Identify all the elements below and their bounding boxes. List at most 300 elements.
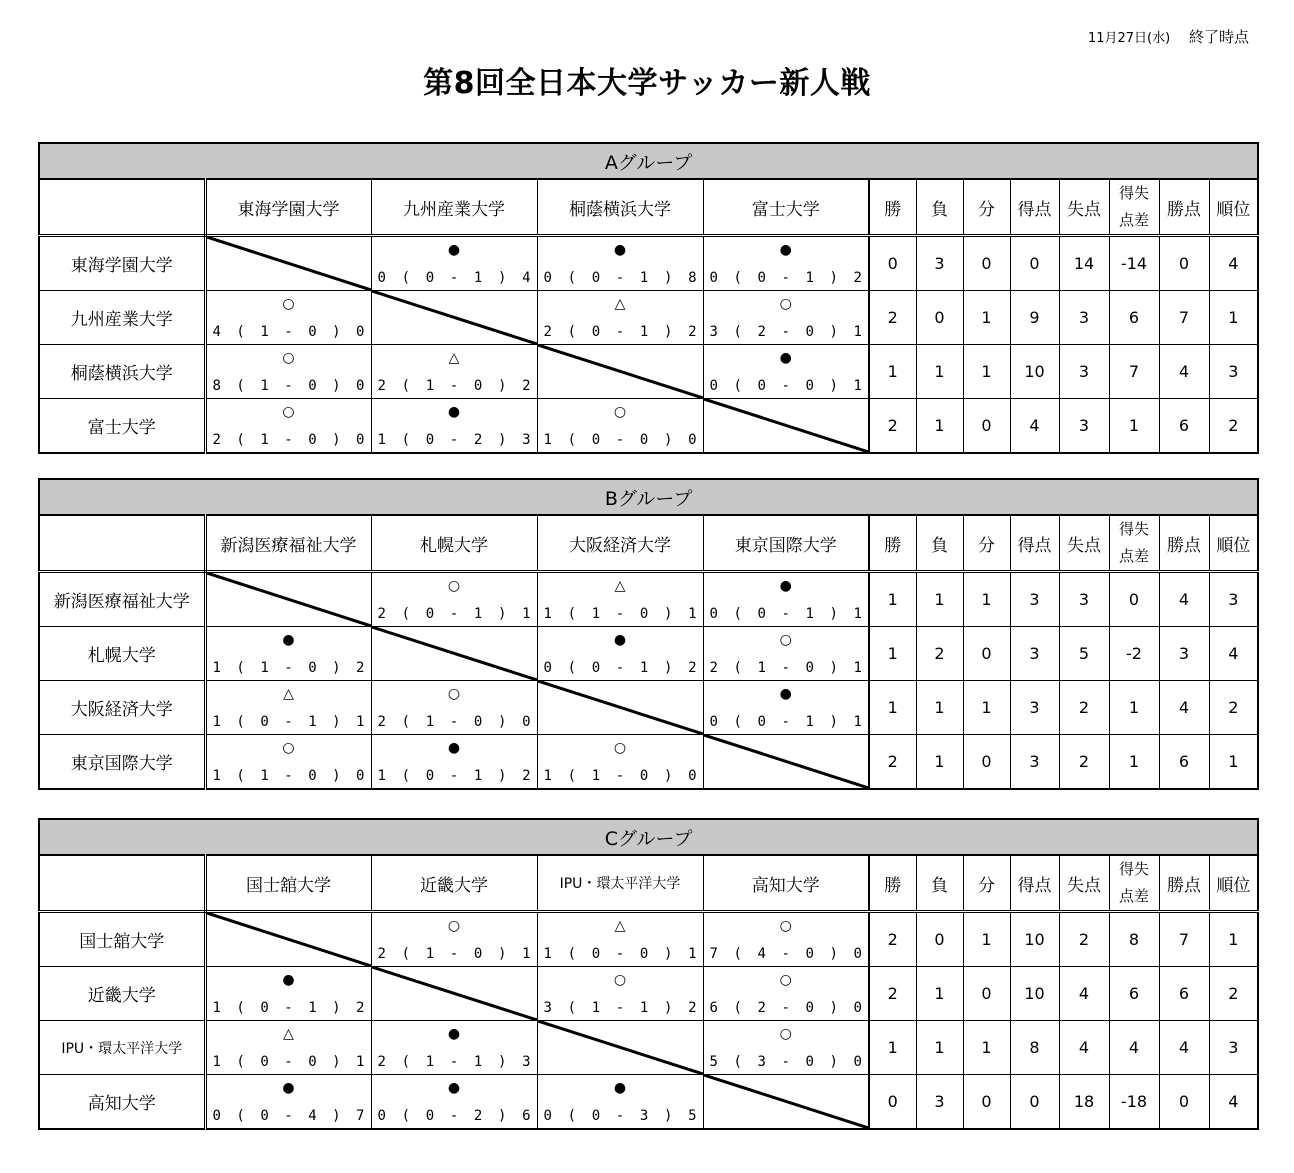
score-token: 8 — [212, 378, 221, 394]
score-token: 0 — [308, 432, 317, 448]
stat-header: 負 — [916, 179, 963, 236]
stat-header: 順位 — [1209, 855, 1258, 912]
score-token: 1 — [260, 660, 269, 676]
score-token: - — [781, 270, 790, 286]
score-line — [710, 324, 863, 340]
column-team: 近畿大学 — [371, 855, 537, 912]
match-result — [537, 399, 703, 454]
score-token: 0 — [260, 1000, 269, 1016]
score-token: ) — [332, 768, 341, 784]
table-row — [39, 1075, 1258, 1130]
score-token: 1 — [260, 432, 269, 448]
stat-value: 3 — [916, 236, 963, 291]
score-token: - — [615, 270, 625, 286]
score-token: ( — [236, 768, 245, 784]
score-token: 2 — [853, 270, 862, 286]
score-token: - — [449, 606, 459, 622]
score-token: - — [449, 1054, 459, 1070]
result-symbol: ● — [613, 1080, 627, 1096]
stat-value: 3 — [1059, 572, 1109, 627]
stat-header — [1109, 179, 1159, 236]
stat-value: 1 — [1109, 681, 1159, 735]
score-token: 1 — [212, 714, 221, 730]
stat-value: 6 — [1159, 967, 1209, 1021]
score-token: 2 — [377, 1054, 386, 1070]
score-token: ) — [332, 324, 341, 340]
stat-header: 分 — [963, 179, 1010, 236]
score-line — [544, 606, 697, 622]
column-team: 桐蔭横浜大学 — [537, 179, 703, 236]
score-token: 2 — [356, 1000, 365, 1016]
match-result — [537, 967, 703, 1021]
score-token: 0 — [356, 324, 365, 340]
result-symbol: ○ — [613, 972, 627, 988]
stat-value: 2 — [1209, 967, 1258, 1021]
match-result — [205, 345, 371, 399]
score-token: 0 — [425, 270, 435, 286]
score-token: - — [449, 432, 459, 448]
stat-value: 2 — [869, 967, 916, 1021]
stat-value: 1 — [916, 967, 963, 1021]
score-line — [213, 1108, 365, 1124]
score-token: 1 — [473, 1054, 483, 1070]
stat-value: 1 — [1209, 735, 1258, 790]
diagonal-cell — [703, 399, 869, 454]
score-token: - — [284, 1108, 293, 1124]
column-team: IPU・環太平洋大学 — [537, 855, 703, 912]
stat-value: 8 — [1010, 1021, 1059, 1075]
score-token: ( — [401, 378, 411, 394]
result-symbol: ● — [447, 1026, 461, 1042]
match-cell — [538, 237, 703, 290]
group-name: Bグループ — [39, 479, 1258, 515]
score-token: - — [284, 714, 293, 730]
stat-value: 4 — [1159, 681, 1209, 735]
match-result — [371, 345, 537, 399]
diagonal-cell — [205, 912, 371, 967]
match-cell — [207, 627, 371, 680]
score-token: 2 — [757, 324, 766, 340]
score-line — [544, 1108, 697, 1124]
stat-value: 0 — [869, 1075, 916, 1130]
match-result — [371, 681, 537, 735]
result-symbol: ○ — [779, 1026, 792, 1042]
score-token: 4 — [212, 324, 221, 340]
stat-value: 1 — [916, 1021, 963, 1075]
stat-value: 1 — [916, 681, 963, 735]
stat-value: 2 — [1059, 912, 1109, 967]
stat-header — [1109, 855, 1159, 912]
match-result — [205, 681, 371, 735]
score-token: 0 — [639, 432, 649, 448]
score-token: 4 — [308, 1108, 317, 1124]
score-token: ( — [567, 1108, 577, 1124]
score-token: - — [449, 270, 459, 286]
score-token: 6 — [709, 1000, 718, 1016]
score-token: - — [284, 1000, 293, 1016]
score-token: - — [781, 378, 790, 394]
score-line — [378, 768, 531, 784]
diagonal-line — [372, 627, 537, 680]
diagonal-line — [538, 1021, 703, 1074]
score-token: ) — [829, 606, 838, 622]
result-symbol: △ — [614, 296, 626, 312]
score-token: 0 — [425, 1108, 435, 1124]
score-token: ( — [567, 946, 577, 962]
score-token: 5 — [688, 1108, 697, 1124]
score-token: 1 — [688, 606, 697, 622]
score-token: 1 — [260, 378, 269, 394]
score-token: 1 — [377, 768, 386, 784]
stat-value: 3 — [916, 1075, 963, 1130]
match-cell — [207, 1021, 371, 1074]
score-token: ) — [663, 946, 673, 962]
score-token: 0 — [473, 946, 483, 962]
stat-value: 0 — [963, 1075, 1010, 1130]
stat-header: 得点 — [1010, 855, 1059, 912]
score-token: 3 — [709, 324, 718, 340]
match-cell — [372, 399, 537, 452]
corner-cell — [39, 855, 205, 912]
score-token: ) — [663, 1108, 673, 1124]
score-token: ) — [497, 432, 507, 448]
score-token: 1 — [212, 660, 221, 676]
result-symbol: ○ — [282, 350, 295, 366]
score-token: 0 — [805, 946, 814, 962]
match-cell — [704, 573, 869, 626]
stat-value: 1 — [916, 735, 963, 790]
score-line — [213, 660, 365, 676]
score-line — [378, 270, 531, 286]
match-result — [371, 236, 537, 291]
stat-value: 2 — [1059, 681, 1109, 735]
score-token: 2 — [543, 324, 552, 340]
stat-value: 0 — [869, 236, 916, 291]
score-token: ( — [236, 1054, 245, 1070]
row-team: 東海学園大学 — [39, 236, 205, 291]
score-token: - — [449, 378, 459, 394]
table-row — [39, 681, 1258, 735]
score-token: 0 — [805, 1000, 814, 1016]
stat-value: 0 — [916, 291, 963, 345]
group-2 — [38, 818, 1257, 1130]
match-cell — [538, 1075, 703, 1128]
score-line — [710, 1054, 863, 1070]
score-token: 1 — [425, 946, 435, 962]
diagonal-cell — [371, 627, 537, 681]
score-token: - — [781, 606, 790, 622]
stat-value: 0 — [916, 912, 963, 967]
score-token: 0 — [688, 432, 697, 448]
score-token: 0 — [473, 378, 483, 394]
diagonal-cell — [371, 967, 537, 1021]
match-cell — [207, 1075, 371, 1128]
corner-cell — [39, 515, 205, 572]
stat-value: 1 — [869, 345, 916, 399]
score-token: 1 — [522, 946, 531, 962]
stat-header: 失点 — [1059, 855, 1109, 912]
score-token: 0 — [591, 1108, 601, 1124]
score-token: 0 — [356, 378, 365, 394]
score-line — [544, 1000, 697, 1016]
score-token: 1 — [591, 768, 601, 784]
match-cell — [704, 681, 869, 734]
stat-header-line: 点差 — [1118, 211, 1149, 229]
match-cell — [372, 345, 537, 398]
match-cell — [538, 735, 703, 788]
table-row — [39, 967, 1258, 1021]
column-team: 東海学園大学 — [205, 179, 371, 236]
match-result — [371, 1021, 537, 1075]
result-symbol: ○ — [447, 918, 461, 934]
score-token: ) — [332, 378, 341, 394]
score-token: 2 — [377, 606, 386, 622]
stat-value: 1 — [963, 1021, 1010, 1075]
score-token: ) — [663, 768, 673, 784]
score-token: 1 — [543, 768, 552, 784]
match-cell — [372, 913, 537, 966]
score-line — [544, 324, 697, 340]
score-token: - — [615, 1108, 625, 1124]
diagonal-cell — [371, 291, 537, 345]
stat-value: 6 — [1109, 967, 1159, 1021]
score-token: ( — [236, 660, 245, 676]
result-symbol: ● — [779, 242, 792, 258]
score-token: ) — [663, 606, 673, 622]
score-token: 4 — [522, 270, 531, 286]
score-token: ) — [332, 1108, 341, 1124]
score-token: 1 — [853, 660, 862, 676]
match-result — [703, 345, 869, 399]
diagonal-line — [207, 237, 371, 290]
stat-value: 4 — [1209, 627, 1258, 681]
score-line — [213, 324, 365, 340]
stat-value: 1 — [963, 912, 1010, 967]
score-token: 7 — [709, 946, 718, 962]
score-token: - — [284, 1054, 293, 1070]
match-result — [703, 291, 869, 345]
row-team: 九州産業大学 — [39, 291, 205, 345]
result-symbol: ● — [447, 740, 461, 756]
stat-value: 4 — [1159, 572, 1209, 627]
stat-value: 1 — [869, 572, 916, 627]
score-token: 1 — [853, 324, 862, 340]
score-token: 0 — [639, 946, 649, 962]
score-token: ( — [733, 270, 742, 286]
score-token: ( — [401, 768, 411, 784]
stat-header: 順位 — [1209, 515, 1258, 572]
match-cell — [704, 291, 869, 344]
score-token: ( — [401, 606, 411, 622]
score-token: 1 — [425, 714, 435, 730]
result-symbol: ○ — [282, 296, 295, 312]
table-row — [39, 735, 1258, 790]
stat-value: 0 — [1159, 236, 1209, 291]
score-token: - — [615, 606, 625, 622]
score-token: ( — [236, 1108, 245, 1124]
stat-value: 3 — [1059, 345, 1109, 399]
score-token: ( — [567, 1000, 577, 1016]
stat-header: 勝点 — [1159, 515, 1209, 572]
page-title: 第8回全日本大学サッカー新人戦 — [423, 66, 871, 101]
score-line — [213, 432, 365, 448]
score-token: 0 — [709, 270, 718, 286]
stat-header — [1109, 515, 1159, 572]
score-token: ) — [497, 768, 507, 784]
score-token: ) — [497, 270, 507, 286]
stat-value: 6 — [1159, 735, 1209, 790]
table-row — [39, 1021, 1258, 1075]
score-line — [213, 1000, 365, 1016]
stat-value: 1 — [916, 399, 963, 454]
score-token: 1 — [356, 1054, 365, 1070]
score-token: 1 — [543, 946, 552, 962]
stat-header-line: 得失 — [1118, 184, 1149, 202]
score-token: 0 — [757, 378, 766, 394]
score-token: 3 — [543, 1000, 552, 1016]
score-line — [710, 946, 863, 962]
result-symbol: ● — [282, 632, 295, 648]
score-token: ) — [829, 714, 838, 730]
score-token: 0 — [425, 432, 435, 448]
score-token: - — [615, 946, 625, 962]
stat-value: 0 — [963, 967, 1010, 1021]
stat-value: 4 — [1059, 1021, 1109, 1075]
score-token: 0 — [591, 946, 601, 962]
column-team: 九州産業大学 — [371, 179, 537, 236]
match-cell — [207, 399, 371, 452]
stat-value: 14 — [1059, 236, 1109, 291]
match-cell — [538, 291, 703, 344]
score-line — [213, 1054, 365, 1070]
diagonal-cell — [703, 1075, 869, 1130]
row-team: 近畿大学 — [39, 967, 205, 1021]
score-line — [544, 660, 697, 676]
stat-value: -14 — [1109, 236, 1159, 291]
score-line — [378, 714, 531, 730]
score-token: ( — [401, 1108, 411, 1124]
table-row — [39, 627, 1258, 681]
diagonal-line — [538, 345, 703, 398]
score-token: ( — [401, 714, 411, 730]
score-token: 1 — [543, 432, 552, 448]
score-token: 3 — [522, 432, 531, 448]
match-result — [703, 912, 869, 967]
score-token: 0 — [543, 660, 552, 676]
match-cell — [704, 237, 869, 290]
score-token: 1 — [212, 1054, 221, 1070]
table-row — [39, 291, 1258, 345]
table-row — [39, 345, 1258, 399]
score-token: 0 — [757, 606, 766, 622]
stat-value: 7 — [1159, 912, 1209, 967]
stat-header: 勝点 — [1159, 855, 1209, 912]
row-team: 国士舘大学 — [39, 912, 205, 967]
score-line — [213, 768, 365, 784]
stat-value: 1 — [1209, 291, 1258, 345]
match-result — [537, 572, 703, 627]
match-result — [703, 1021, 869, 1075]
match-result — [537, 291, 703, 345]
score-token: 0 — [473, 714, 483, 730]
group-table — [38, 142, 1259, 454]
diagonal-line — [372, 967, 537, 1020]
stat-value: 0 — [963, 399, 1010, 454]
result-symbol: △ — [448, 350, 460, 366]
stat-value: 4 — [1209, 1075, 1258, 1130]
diagonal-line — [704, 1075, 869, 1128]
score-token: ) — [497, 606, 507, 622]
result-symbol: ● — [447, 404, 461, 420]
stat-value: 10 — [1010, 345, 1059, 399]
result-symbol: ○ — [779, 972, 792, 988]
stat-header: 勝 — [869, 515, 916, 572]
score-token: 0 — [757, 270, 766, 286]
score-token: - — [284, 324, 293, 340]
result-symbol: ○ — [779, 632, 792, 648]
diagonal-line — [372, 291, 537, 344]
result-symbol: ○ — [447, 686, 461, 702]
stat-value: 9 — [1010, 291, 1059, 345]
score-token: 8 — [688, 270, 697, 286]
score-token: 0 — [425, 768, 435, 784]
score-token: ) — [497, 378, 507, 394]
score-token: 2 — [212, 432, 221, 448]
score-token: 6 — [522, 1108, 531, 1124]
result-symbol: △ — [614, 918, 626, 934]
stat-value: 7 — [1109, 345, 1159, 399]
score-token: 0 — [853, 1000, 862, 1016]
score-token: 2 — [473, 432, 483, 448]
score-token: 0 — [591, 324, 601, 340]
score-token: 1 — [473, 270, 483, 286]
score-token: ) — [829, 1054, 838, 1070]
column-team: 国士舘大学 — [205, 855, 371, 912]
group-name: Cグループ — [39, 819, 1258, 855]
match-cell — [704, 967, 869, 1020]
score-token: ) — [497, 946, 507, 962]
table-row — [39, 912, 1258, 967]
stat-header: 順位 — [1209, 179, 1258, 236]
stat-header-line: 得失 — [1118, 860, 1149, 878]
stat-header: 勝 — [869, 855, 916, 912]
score-token: 0 — [543, 1108, 552, 1124]
score-token: ) — [663, 660, 673, 676]
score-token: ( — [567, 270, 577, 286]
score-token: 1 — [639, 324, 649, 340]
score-token: 0 — [308, 660, 317, 676]
score-token: ) — [497, 714, 507, 730]
score-token: 4 — [757, 946, 766, 962]
score-token: 1 — [425, 1054, 435, 1070]
match-result — [205, 627, 371, 681]
score-token: 0 — [377, 1108, 386, 1124]
match-cell — [538, 399, 703, 452]
score-token: 0 — [805, 660, 814, 676]
score-token: 0 — [805, 378, 814, 394]
match-cell — [207, 345, 371, 398]
result-symbol: ○ — [779, 296, 792, 312]
column-team: 高知大学 — [703, 855, 869, 912]
score-token: 0 — [757, 714, 766, 730]
score-token: ) — [829, 324, 838, 340]
score-token: 0 — [709, 714, 718, 730]
group-header-row — [39, 143, 1258, 179]
stat-value: 1 — [963, 572, 1010, 627]
result-symbol: △ — [283, 1026, 294, 1042]
score-token: ( — [733, 324, 742, 340]
row-team: 札幌大学 — [39, 627, 205, 681]
